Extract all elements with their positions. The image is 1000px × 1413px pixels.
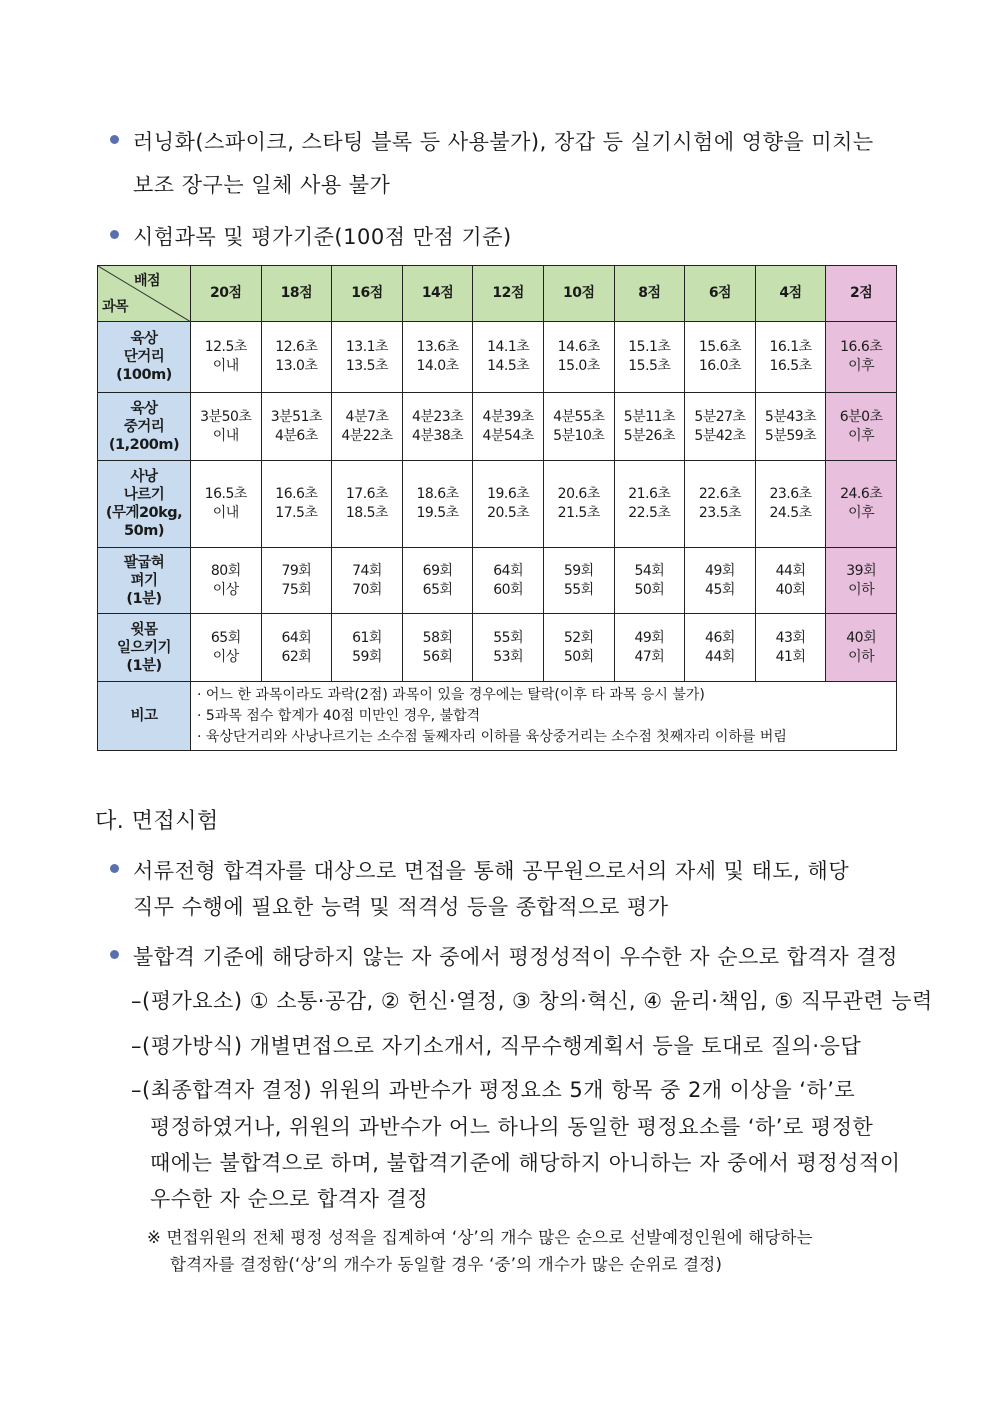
score-row [98,461,897,548]
criteria-value: 16.1초 [769,339,812,355]
criteria-value: 16.6초 [840,339,883,355]
remark-item: · 육상단거리와 사낭나르기는 소수점 둘째자리 이하를 육상중거리는 소수점 첫째자리 이하를 버림 [197,728,787,745]
criteria-value: 18.5초 [345,505,389,521]
criteria-cell-fail [826,614,897,682]
criteria-value: 44회 [705,648,735,665]
criteria-value: 4분22초 [341,427,393,444]
corner-cell [98,266,191,322]
remarks-label: 비고 [98,682,191,751]
criteria-value: 이내 [212,505,239,521]
points-header: 12점 [473,266,544,322]
section-heading: 다. 면접시험 [95,809,219,834]
criteria-value: 40회 [846,629,877,646]
subject-label-line: 사낭 [130,469,158,485]
note-line-1: ※ 면접위원의 전체 평정 성적을 집계하여 ‘상’의 개수 많은 순으로 선발예정인원에 해당하는 [147,1228,813,1247]
criteria-cell [332,393,403,461]
criteria-value: 55회 [563,581,594,598]
criteria-value: 23.5초 [698,505,742,521]
criteria-cell [614,461,685,548]
criteria-cell [191,461,262,548]
criteria-value: 59회 [563,562,594,579]
criteria-cell [543,322,614,393]
criteria-cell-fail [826,548,897,614]
remark-item: · 5과목 점수 합계가 40점 미만인 경우, 불합격 [197,707,481,724]
criteria-value: 5분27초 [694,408,746,425]
criteria-cell [473,614,544,682]
points-header: 4점 [755,266,826,322]
criteria-cell [685,322,756,393]
criteria-value: 69회 [422,562,453,579]
bullet-icon [110,864,119,873]
criteria-value: 4분38초 [411,427,464,444]
criteria-cell [755,548,826,614]
subject-cell [98,393,191,461]
points-header-fail: 2점 [826,266,897,322]
subject-label-line: 50m) [124,523,164,539]
points-header: 20점 [191,266,262,322]
criteria-value: 이후 [848,427,875,444]
subject-label-line: 펴기 [130,572,158,589]
interview-purpose-line-2: 직무 수행에 필요한 능력 및 적격성 등을 종합적으로 평가 [133,895,669,919]
subject-label-line: (1,200m) [108,436,180,453]
criteria-value: 64회 [281,629,312,646]
criteria-value: 5분59초 [764,427,817,444]
remark-item: · 어느 한 과목이라도 과락(2점) 과목이 있을 경우에는 탈락(이후 타 과목 응시 불가) [197,686,705,703]
subject-label-line: 육상 [130,400,158,417]
subject-label-line: 팔굽혀 [123,554,165,571]
criteria-cell [685,461,756,548]
criteria-value: 49회 [705,562,735,579]
remarks-cell [191,682,897,751]
criteria-value: 50회 [563,648,594,665]
interview-purpose-line-1: 서류전형 합격자를 대상으로 면접을 통해 공무원으로서의 자세 및 태도, 해당 [133,859,850,883]
criteria-value: 59회 [352,648,382,665]
criteria-cell [191,614,262,682]
criteria-value: 4분6초 [274,427,318,444]
criteria-value: 13.6초 [416,339,459,355]
criteria-value: 75회 [281,581,312,598]
criteria-cell [755,393,826,461]
criteria-value: 이하 [848,648,875,665]
criteria-value: 3분51초 [270,408,323,425]
criteria-value: 64회 [493,562,524,579]
criteria-value: 4분23초 [411,408,464,425]
criteria-value: 24.6초 [840,486,883,502]
criteria-cell [473,461,544,548]
criteria-value: 14.0초 [416,358,459,374]
score-row [98,548,897,614]
points-header: 8점 [614,266,685,322]
criteria-value: 44회 [775,562,806,579]
criteria-cell [191,548,262,614]
equipment-rule-line-1: 러닝화(스파이크, 스타팅 블록 등 사용불가), 장갑 등 실기시험에 영향을 미치는 [133,130,874,154]
criteria-value: 50회 [634,581,665,598]
criteria-value: 46회 [705,629,735,646]
subject-cell [98,614,191,682]
points-header: 16점 [332,266,403,322]
criteria-value: 56회 [422,648,453,665]
criteria-cell [614,393,685,461]
criteria-cell [685,393,756,461]
criteria-value: 12.6초 [275,339,318,355]
criteria-value: 20.6초 [557,486,600,502]
criteria-cell [191,393,262,461]
criteria-cell-fail [826,393,897,461]
criteria-value: 5분43초 [764,408,817,425]
criteria-cell [261,322,332,393]
points-header: 6점 [685,266,756,322]
bullet-icon [110,950,119,959]
criteria-cell-fail [826,322,897,393]
evaluation-criteria-title: 시험과목 및 평가기준(100점 만점 기준) [133,225,512,249]
subject-cell [98,461,191,548]
pass-decision-line: 불합격 기준에 해당하지 않는 자 중에서 평정성적이 우수한 자 순으로 합격자 결정 [133,945,898,969]
subject-label-line: 나르기 [123,487,165,503]
corner-subject-label: 과목 [102,299,129,315]
criteria-value: 13.5초 [345,358,389,374]
score-row [98,614,897,682]
criteria-cell [261,614,332,682]
criteria-value: 16.5초 [204,486,247,502]
criteria-value: 16.6초 [275,486,318,502]
criteria-value: 23.6초 [769,486,812,502]
criteria-value: 40회 [775,581,806,598]
criteria-value: 4분7초 [345,408,389,425]
bullet-icon [110,135,119,144]
criteria-value: 6분0초 [839,408,883,425]
criteria-value: 70회 [352,581,382,598]
criteria-value: 19.6초 [487,486,530,502]
criteria-cell [473,393,544,461]
criteria-value: 13.0초 [275,358,318,374]
criteria-value: 15.6초 [698,339,742,355]
criteria-value: 이후 [848,505,875,521]
criteria-value: 21.6초 [628,486,671,502]
points-header: 10점 [543,266,614,322]
criteria-cell [755,461,826,548]
criteria-cell [685,548,756,614]
criteria-value: 5분42초 [694,427,746,444]
criteria-value: 이후 [848,358,875,374]
criteria-value: 45회 [705,581,735,598]
points-header: 18점 [261,266,332,322]
criteria-value: 이내 [212,358,239,374]
criteria-value: 3분50초 [200,408,252,425]
criteria-value: 이내 [212,427,239,444]
criteria-cell [473,322,544,393]
criteria-value: 18.6초 [416,486,459,502]
subject-label-line: (100m) [116,367,172,383]
criteria-value: 80회 [210,562,241,579]
criteria-cell [543,548,614,614]
corner-points-label: 배점 [133,273,160,289]
criteria-value: 12.5초 [204,339,247,355]
criteria-value: 5분10초 [553,427,605,444]
criteria-value: 이상 [212,648,239,665]
score-row [98,322,897,393]
criteria-value: 21.5초 [557,505,600,521]
criteria-value: 15.1초 [628,339,671,355]
criteria-value: 17.6초 [345,486,389,502]
criteria-value: 14.1초 [487,339,530,355]
criteria-cell [332,322,403,393]
criteria-cell [332,461,403,548]
criteria-value: 24.5초 [769,505,812,521]
criteria-cell [402,322,473,393]
criteria-value: 47회 [634,648,665,665]
criteria-value: 15.5초 [628,358,671,374]
criteria-cell [261,461,332,548]
subject-label-line: 일으키기 [116,639,172,656]
score-row [98,393,897,461]
criteria-value: 4분55초 [553,408,605,425]
criteria-value: 5분11초 [623,408,675,425]
evaluation-method: –(평가방식) 개별면접으로 자기소개서, 직무수행계획서 등을 토대로 질의·응답 [131,1034,862,1058]
final-decision-line-1: –(최종합격자 결정) 위원의 과반수가 평정요소 5개 항목 중 2개 이상을 ‘하’로 [131,1078,856,1102]
criteria-value: 14.5초 [487,358,530,374]
criteria-value: 15.0초 [557,358,600,374]
criteria-value: 17.5초 [275,505,318,521]
criteria-cell [614,548,685,614]
criteria-cell [755,322,826,393]
final-decision-line-3: 때에는 불합격으로 하며, 불합격기준에 해당하지 아니하는 자 중에서 평정성적이 [150,1151,901,1175]
criteria-value: 43회 [775,629,806,646]
final-decision-line-4: 우수한 자 순으로 합격자 결정 [150,1187,429,1211]
criteria-value: 39회 [846,562,877,579]
subject-label-line: 단거리 [123,349,165,365]
criteria-value: 이상 [212,581,239,598]
final-decision-line-2: 평정하였거나, 위원의 과반수가 어느 하나의 동일한 평정요소를 ‘하’로 평정한 [150,1115,874,1139]
subject-label-line: (1분) [126,590,162,607]
criteria-value: 이하 [848,581,875,598]
criteria-value: 54회 [634,562,665,579]
criteria-cell [614,614,685,682]
criteria-value: 4분39초 [482,408,534,425]
criteria-cell [332,614,403,682]
subject-label-line: 윗몸 [130,621,158,638]
criteria-cell [755,614,826,682]
evaluation-elements: –(평가요소) ① 소통·공감, ② 헌신·열정, ③ 창의·혁신, ④ 윤리·책임, ⑤ 직무관련 능력 [131,989,933,1013]
criteria-cell [402,461,473,548]
criteria-value: 41회 [775,648,806,665]
criteria-cell [332,548,403,614]
criteria-value: 53회 [493,648,524,665]
criteria-value: 79회 [281,562,312,579]
criteria-value: 5분26초 [623,427,675,444]
note-line-2: 합격자를 결정함(‘상’의 개수가 동일할 경우 ‘중’의 개수가 많은 순위로 결정) [170,1255,723,1274]
criteria-value: 62회 [281,648,312,665]
criteria-value: 58회 [422,629,453,646]
criteria-value: 74회 [352,562,382,579]
criteria-cell-fail [826,461,897,548]
criteria-cell [261,548,332,614]
criteria-cell [543,614,614,682]
criteria-cell [191,322,262,393]
criteria-cell [402,393,473,461]
bullet-icon [110,230,119,239]
criteria-value: 19.5초 [416,505,459,521]
criteria-value: 16.0초 [698,358,742,374]
criteria-cell [402,548,473,614]
subject-cell [98,322,191,393]
criteria-cell [614,322,685,393]
criteria-cell [543,461,614,548]
remarks-row [98,682,897,751]
subject-label-line: (무게20kg, [105,505,183,521]
criteria-cell [473,548,544,614]
criteria-value: 14.6초 [557,339,600,355]
subject-label-line: 중거리 [123,418,165,435]
criteria-cell [685,614,756,682]
criteria-value: 55회 [493,629,524,646]
equipment-rule-line-2: 보조 장구는 일체 사용 불가 [133,173,391,197]
criteria-value: 65회 [210,629,241,646]
criteria-value: 61회 [352,629,382,646]
criteria-value: 60회 [493,581,524,598]
criteria-value: 4분54초 [482,427,534,444]
subject-label-line: 육상 [130,331,158,347]
criteria-value: 52회 [563,629,594,646]
criteria-value: 20.5초 [487,505,530,521]
score-table [97,265,897,751]
criteria-cell [543,393,614,461]
subject-cell [98,548,191,614]
criteria-value: 65회 [422,581,453,598]
criteria-value: 22.6초 [698,486,742,502]
criteria-value: 16.5초 [769,358,812,374]
criteria-cell [402,614,473,682]
criteria-value: 49회 [634,629,665,646]
criteria-value: 13.1초 [345,339,389,355]
points-header: 14점 [402,266,473,322]
criteria-cell [261,393,332,461]
points-header-row [98,266,897,322]
subject-label-line: (1분) [126,657,162,674]
criteria-value: 22.5초 [628,505,671,521]
